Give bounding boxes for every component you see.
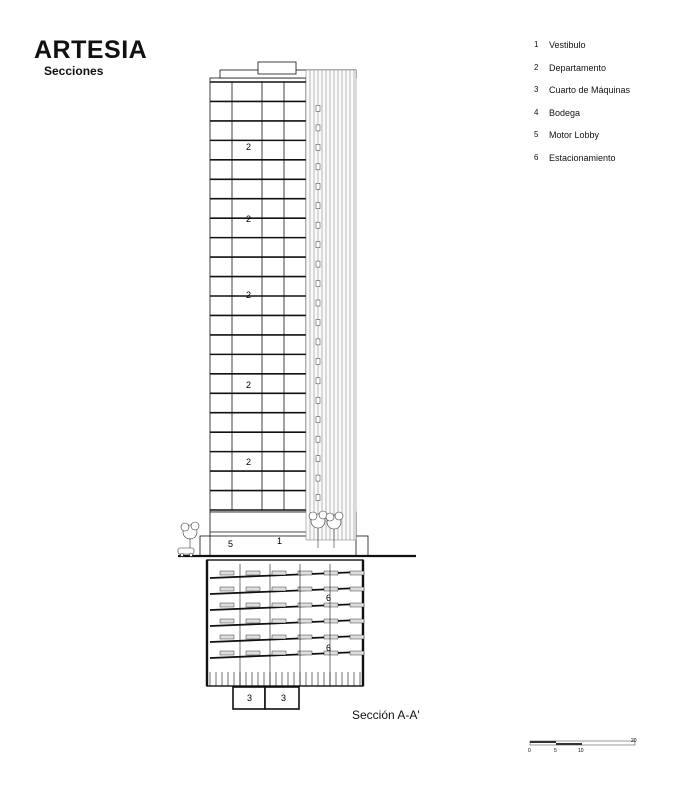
window bbox=[316, 358, 320, 364]
scale-tick: 20 bbox=[631, 738, 637, 744]
room-label-parking: 6 bbox=[326, 593, 332, 603]
parked-car bbox=[350, 635, 364, 639]
room-label-apartment: 2 bbox=[246, 457, 252, 467]
room-label-lobby: 1 bbox=[277, 536, 283, 546]
window bbox=[316, 222, 320, 228]
scale-tick: 0 bbox=[528, 748, 531, 754]
parked-car bbox=[272, 651, 286, 655]
parked-car bbox=[324, 635, 338, 639]
room-label-parking: 6 bbox=[326, 643, 332, 653]
window bbox=[316, 417, 320, 423]
window bbox=[316, 475, 320, 481]
parked-car bbox=[220, 619, 234, 623]
basement-parking bbox=[207, 560, 364, 686]
window bbox=[316, 339, 320, 345]
scale-tick: 10 bbox=[578, 748, 584, 754]
parked-car bbox=[272, 603, 286, 607]
parked-car bbox=[324, 619, 338, 623]
parked-car bbox=[324, 587, 338, 591]
room-label-apartment: 2 bbox=[246, 214, 252, 224]
parked-car bbox=[220, 635, 234, 639]
legend-number: 6 bbox=[534, 152, 539, 162]
room-label-machine-room: 3 bbox=[247, 693, 253, 703]
parked-car bbox=[220, 571, 234, 575]
parked-car bbox=[246, 635, 260, 639]
drawing-subtitle: Secciones bbox=[44, 64, 104, 78]
window bbox=[316, 495, 320, 501]
tower-outline bbox=[210, 78, 306, 512]
scale-bar bbox=[528, 738, 637, 754]
window bbox=[316, 300, 320, 306]
parked-car bbox=[272, 571, 286, 575]
window bbox=[316, 436, 320, 442]
legend-label: Cuarto de Máquinas bbox=[549, 85, 631, 95]
section-label: Sección A-A' bbox=[352, 708, 420, 722]
legend-number: 1 bbox=[534, 40, 539, 49]
window bbox=[316, 261, 320, 267]
window bbox=[316, 319, 320, 325]
legend-label: Vestibulo bbox=[549, 40, 586, 50]
window bbox=[316, 164, 320, 170]
window bbox=[316, 183, 320, 189]
window bbox=[316, 203, 320, 209]
parked-car bbox=[324, 571, 338, 575]
parked-car bbox=[272, 587, 286, 591]
legend-label: Estacionamiento bbox=[549, 152, 616, 163]
room-label-machine-room: 3 bbox=[281, 693, 287, 703]
facade-grid bbox=[306, 70, 356, 540]
parked-car bbox=[246, 571, 260, 575]
legend-label: Bodega bbox=[549, 107, 581, 118]
room-label-motor-lobby: 5 bbox=[228, 539, 234, 549]
parked-car bbox=[350, 603, 364, 607]
roof-penthouse bbox=[258, 62, 296, 74]
legend-number: 2 bbox=[534, 62, 539, 72]
window bbox=[316, 378, 320, 384]
parked-car bbox=[350, 571, 364, 575]
window bbox=[316, 105, 320, 111]
parked-car bbox=[220, 603, 234, 607]
window bbox=[316, 144, 320, 150]
parked-car bbox=[246, 651, 260, 655]
room-label-apartment: 2 bbox=[246, 380, 252, 390]
window bbox=[316, 281, 320, 287]
room-label-apartment: 2 bbox=[246, 142, 252, 152]
legend-label: Motor Lobby bbox=[549, 130, 600, 140]
parked-car bbox=[350, 651, 364, 655]
room-label-apartment: 2 bbox=[246, 290, 252, 300]
scale-tick: 5 bbox=[554, 748, 557, 754]
parked-car bbox=[324, 603, 338, 607]
window bbox=[316, 456, 320, 462]
parked-car bbox=[220, 651, 234, 655]
parked-car bbox=[272, 619, 286, 623]
window bbox=[316, 397, 320, 403]
parked-car bbox=[246, 587, 260, 591]
parked-car bbox=[246, 603, 260, 607]
legend-number: 3 bbox=[534, 85, 539, 94]
facade-panel bbox=[306, 70, 356, 540]
legend-label: Departamento bbox=[549, 62, 607, 73]
parked-car bbox=[246, 619, 260, 623]
parked-car bbox=[272, 635, 286, 639]
window bbox=[316, 125, 320, 131]
legend-number: 4 bbox=[534, 107, 539, 117]
drawing-title: ARTESIA bbox=[34, 36, 148, 64]
window bbox=[316, 242, 320, 248]
parked-car bbox=[350, 587, 364, 591]
parked-car bbox=[220, 587, 234, 591]
legend-number: 5 bbox=[534, 130, 539, 139]
parked-car bbox=[350, 619, 364, 623]
